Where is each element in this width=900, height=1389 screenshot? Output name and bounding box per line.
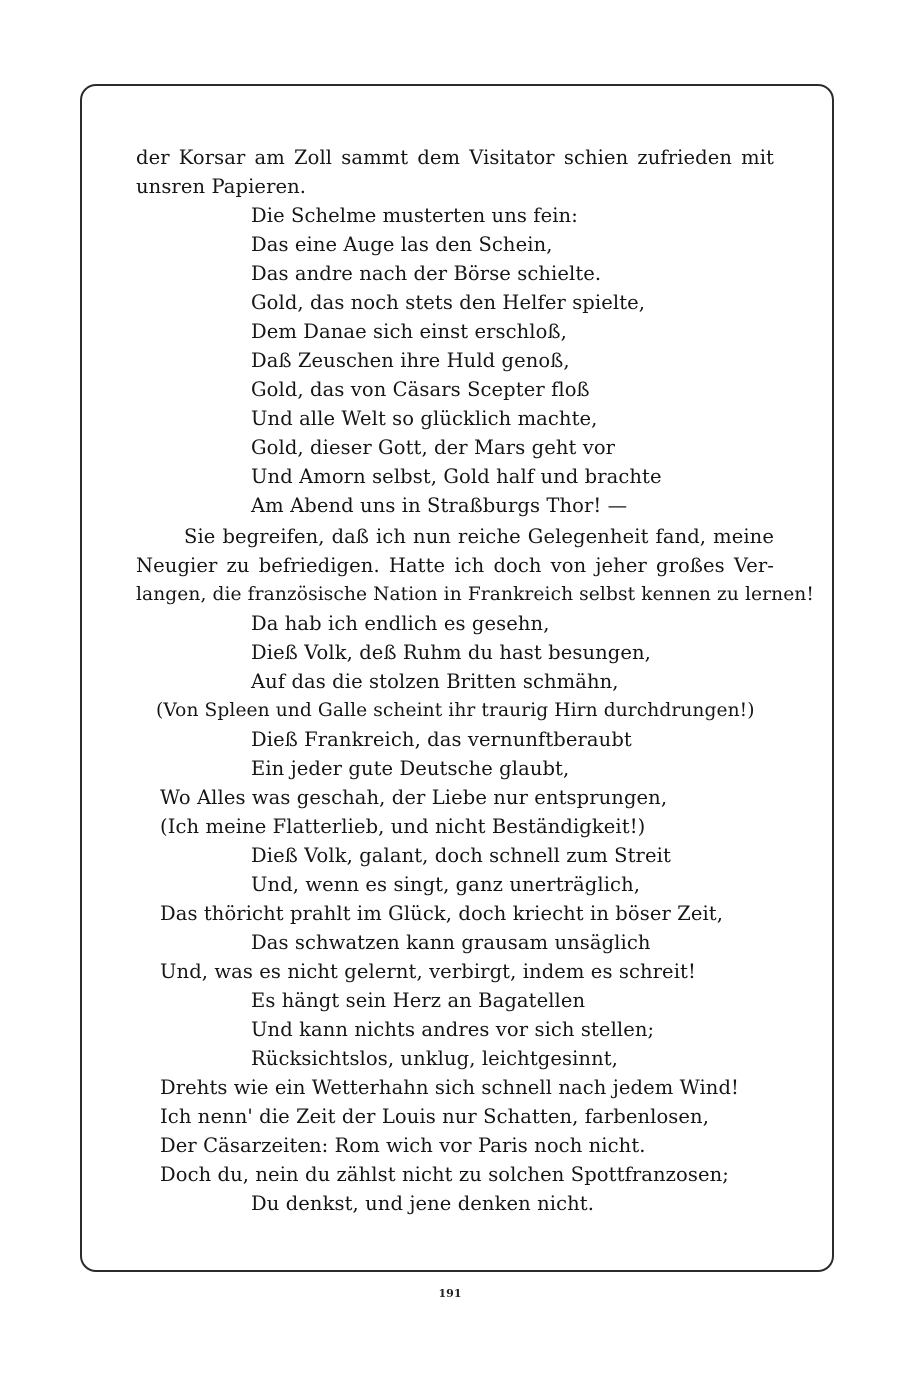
verse-line: Daß Zeuschen ihre Huld genoß, bbox=[251, 349, 570, 372]
verse-line: Wo Alles was geschah, der Liebe nur entsprungen, bbox=[160, 786, 668, 809]
verse-line: Dieß Volk, deß Ruhm du hast besungen, bbox=[251, 641, 651, 664]
verse-line: Rücksichtslos, unklug, leichtgesinnt, bbox=[251, 1047, 618, 1070]
verse-line: Da hab ich endlich es gesehn, bbox=[251, 612, 550, 635]
verse-line: Und kann nichts andres vor sich stellen; bbox=[251, 1018, 655, 1041]
verse-line: Das eine Auge las den Schein, bbox=[251, 233, 553, 256]
verse-line: Am Abend uns in Straßburgs Thor! — bbox=[251, 494, 628, 517]
verse-line: Gold, das noch stets den Helfer spielte, bbox=[251, 291, 646, 314]
verse-line: Die Schelme musterten uns fein: bbox=[251, 204, 578, 227]
verse-line: Und, wenn es singt, ganz unerträglich, bbox=[251, 873, 641, 896]
page-number: 191 bbox=[438, 1287, 462, 1300]
verse-line: Der Cäsarzeiten: Rom wich vor Paris noch nicht. bbox=[160, 1134, 646, 1157]
verse-line: Ich nenn' die Zeit der Louis nur Schatten, farbenlosen, bbox=[160, 1105, 710, 1128]
verse-line: Und, was es nicht gelernt, verbirgt, indem es schreit! bbox=[160, 960, 696, 983]
verse-line: (Von Spleen und Galle scheint ihr traurig Hirn durchdrungen!) bbox=[156, 700, 755, 721]
verse-line: Gold, das von Cäsars Scepter floß bbox=[251, 378, 590, 401]
verse-line: Das thöricht prahlt im Glück, doch kriecht in böser Zeit, bbox=[160, 902, 724, 925]
verse-line: Dieß Frankreich, das vernunftberaubt bbox=[251, 728, 632, 751]
prose-line: langen, die französische Nation in Frankreich selbst kennen zu lernen! bbox=[136, 584, 814, 605]
verse-line: Es hängt sein Herz an Bagatellen bbox=[251, 989, 586, 1012]
verse-line: Ein jeder gute Deutsche glaubt, bbox=[251, 757, 570, 780]
verse-line: Auf das die stolzen Britten schmähn, bbox=[251, 670, 619, 693]
verse-line: Doch du, nein du zählst nicht zu solchen Spottfranzosen; bbox=[160, 1163, 729, 1186]
verse-line: Das andre nach der Börse schielte. bbox=[251, 262, 602, 285]
prose-line: Neugier zu befriedigen. Hatte ich doch von jeher großes Ver- bbox=[136, 554, 774, 577]
prose-line: der Korsar am Zoll sammt dem Visitator schien zufrieden mit bbox=[136, 146, 774, 169]
verse-line: Und Amorn selbst, Gold half und brachte bbox=[251, 465, 662, 488]
prose-line: Sie begreifen, daß ich nun reiche Gelegenheit fand, meine bbox=[184, 525, 774, 548]
verse-line: Gold, dieser Gott, der Mars geht vor bbox=[251, 436, 616, 459]
verse-line: Drehts wie ein Wetterhahn sich schnell nach jedem Wind! bbox=[160, 1076, 739, 1099]
prose-line: unsren Papieren. bbox=[136, 175, 307, 198]
verse-line: Du denkst, und jene denken nicht. bbox=[251, 1192, 595, 1215]
verse-line: Dem Danae sich einst erschloß, bbox=[251, 320, 567, 343]
verse-line: Dieß Volk, galant, doch schnell zum Streit bbox=[251, 844, 671, 867]
verse-line: (Ich meine Flatterlieb, und nicht Beständigkeit!) bbox=[160, 815, 646, 838]
verse-line: Und alle Welt so glücklich machte, bbox=[251, 407, 598, 430]
verse-line: Das schwatzen kann grausam unsäglich bbox=[251, 931, 651, 954]
